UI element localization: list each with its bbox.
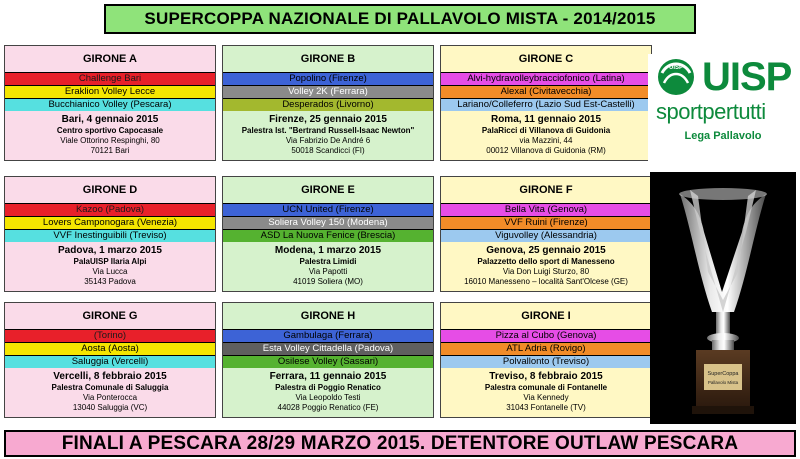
match-date: Vercelli, 8 febbraio 2015 xyxy=(53,371,167,382)
team-2: Eraklion Volley Lecce xyxy=(5,85,215,98)
team-2: Esta Volley Cittadella (Padova) xyxy=(223,342,433,355)
venue-address: Via Fabrizio De André 6 xyxy=(285,136,371,145)
match-date: Padova, 1 marzo 2015 xyxy=(58,245,162,256)
group-c xyxy=(440,45,652,161)
team-3: Desperados (Livorno) xyxy=(223,98,433,111)
venue-name: Palestra comunale di Fontanelle xyxy=(484,383,608,392)
team-3: ASD La Nuova Fenice (Brescia) xyxy=(223,229,433,242)
venue-address: via Mazzini, 44 xyxy=(519,136,573,145)
group-a xyxy=(4,45,216,161)
team-3: VVF Inestinguibili (Treviso) xyxy=(5,229,215,242)
venue-info xyxy=(5,111,215,156)
trophy-icon xyxy=(650,172,796,424)
svg-text:Pallavolo Mista: Pallavolo Mista xyxy=(707,380,739,385)
venue-info xyxy=(223,111,433,156)
venue-address: Via Papotti xyxy=(308,267,348,276)
match-date: Treviso, 8 febbraio 2015 xyxy=(489,371,603,382)
uisp-emblem-icon xyxy=(654,57,698,97)
team-1: Alvi-hydravolleybracciofonico (Latina) xyxy=(441,72,651,85)
venue-info xyxy=(5,368,215,413)
venue-address: Via Kennedy xyxy=(523,393,569,402)
team-2: Alexal (Civitavecchia) xyxy=(441,85,651,98)
team-3: Saluggia (Vercelli) xyxy=(5,355,215,368)
venue-city: 50018 Scandicci (FI) xyxy=(291,146,365,155)
venue-city: 41019 Soliera (MO) xyxy=(293,277,363,286)
team-2: Volley 2K (Ferrara) xyxy=(223,85,433,98)
venue-info xyxy=(223,242,433,287)
page-title: SUPERCOPPA NAZIONALE DI PALLAVOLO MISTA - 2014/2015 xyxy=(104,4,696,34)
team-3: Polvallonto (Treviso) xyxy=(441,355,651,368)
brand-name: UISP xyxy=(702,54,792,99)
venue-city: 16010 Manesseno – località Sant'Olcese (GE) xyxy=(464,277,628,286)
group-f xyxy=(440,176,652,292)
group-g xyxy=(4,302,216,418)
venue-info xyxy=(5,242,215,287)
venue-info xyxy=(223,368,433,413)
trophy-photo xyxy=(650,172,796,424)
group-b xyxy=(222,45,434,161)
svg-text:UISP: UISP xyxy=(668,65,684,71)
venue-city: 13040 Saluggia (VC) xyxy=(72,403,148,412)
venue-city: 35143 Padova xyxy=(84,277,136,286)
group-title: GIRONE C xyxy=(518,53,574,65)
venue-name: Palestra di Poggio Renatico xyxy=(275,383,381,392)
team-3: Bucchianico Volley (Pescara) xyxy=(5,98,215,111)
team-3: Lariano/Colleferro (Lazio Sud Est-Castelli) xyxy=(441,98,651,111)
match-date: Modena, 1 marzo 2015 xyxy=(274,245,382,256)
venue-info xyxy=(441,368,651,413)
group-title: GIRONE F xyxy=(519,184,573,196)
venue-city: 70121 Bari xyxy=(90,146,130,155)
team-2: VVF Ruini (Firenze) xyxy=(441,216,651,229)
team-1: (Torino) xyxy=(5,329,215,342)
venue-address: Via Don Luigi Sturzo, 80 xyxy=(502,267,590,276)
team-2: Aosta (Aosta) xyxy=(5,342,215,355)
match-date: Bari, 4 gennaio 2015 xyxy=(61,114,159,125)
group-title: GIRONE I xyxy=(521,310,571,322)
venue-address: Via Leopoldo Testi xyxy=(295,393,361,402)
team-2: ATL Adria (Rovigo) xyxy=(441,342,651,355)
venue-name: Palestra Ist. "Bertrand Russell-Isaac Newton" xyxy=(241,126,415,135)
svg-text:SuperCoppa: SuperCoppa xyxy=(707,371,739,377)
venue-name: Centro sportivo Capocasale xyxy=(56,126,164,135)
team-1: Kazoo (Padova) xyxy=(5,203,215,216)
match-date: Genova, 25 gennaio 2015 xyxy=(486,245,606,256)
group-e xyxy=(222,176,434,292)
venue-city: 31043 Fontanelle (TV) xyxy=(506,403,586,412)
venue-address: Via Ponterocca xyxy=(82,393,138,402)
team-1: Bella Vita (Genova) xyxy=(441,203,651,216)
team-1: Popolino (Firenze) xyxy=(223,72,433,85)
venue-name: Palazzetto dello sport di Manesseno xyxy=(477,257,615,266)
team-3: Viguvolley (Alessandria) xyxy=(441,229,651,242)
venue-name: PalaUISP Ilaria Alpi xyxy=(73,257,147,266)
footer-banner: FINALI A PESCARA 28/29 MARZO 2015. DETENTORE OUTLAW PESCARA xyxy=(4,430,796,457)
team-1: UCN United (Firenze) xyxy=(223,203,433,216)
venue-address: Via Lucca xyxy=(92,267,128,276)
venue-name: Palestra Limidi xyxy=(299,257,357,266)
team-1: Challenge Bari xyxy=(5,72,215,85)
group-i xyxy=(440,302,652,418)
match-date: Ferrara, 11 gennaio 2015 xyxy=(269,371,387,382)
venue-address: Viale Ottorino Respinghi, 80 xyxy=(60,136,160,145)
venue-name: PalaRicci di Villanova di Guidonia xyxy=(481,126,611,135)
venue-info xyxy=(441,111,651,156)
group-h xyxy=(222,302,434,418)
group-title: GIRONE B xyxy=(300,53,356,65)
team-1: Gambulaga (Ferrara) xyxy=(223,329,433,342)
group-title: GIRONE E xyxy=(301,184,355,196)
brand-tagline: sportpertutti xyxy=(656,99,766,124)
venue-name: Palestra Comunale di Saluggia xyxy=(51,383,169,392)
brand-sub: Lega Pallavolo xyxy=(684,130,762,142)
group-title: GIRONE H xyxy=(300,310,356,322)
group-title: GIRONE G xyxy=(82,310,138,322)
match-date: Firenze, 25 gennaio 2015 xyxy=(269,114,387,125)
team-2: Lovers Camponogara (Venezia) xyxy=(5,216,215,229)
team-3: Osilese Volley (Sassari) xyxy=(223,355,433,368)
group-title: GIRONE A xyxy=(83,53,137,65)
venue-city: 44028 Poggio Renatico (FE) xyxy=(277,403,379,412)
group-title: GIRONE D xyxy=(82,184,138,196)
venue-city: 00012 Villanova di Guidonia (RM) xyxy=(486,146,606,155)
match-date: Roma, 11 gennaio 2015 xyxy=(490,114,602,125)
uisp-logo xyxy=(648,54,798,164)
team-2: Soliera Volley 150 (Modena) xyxy=(223,216,433,229)
venue-info xyxy=(441,242,651,287)
group-d xyxy=(4,176,216,292)
team-1: Pizza al Cubo (Genova) xyxy=(441,329,651,342)
